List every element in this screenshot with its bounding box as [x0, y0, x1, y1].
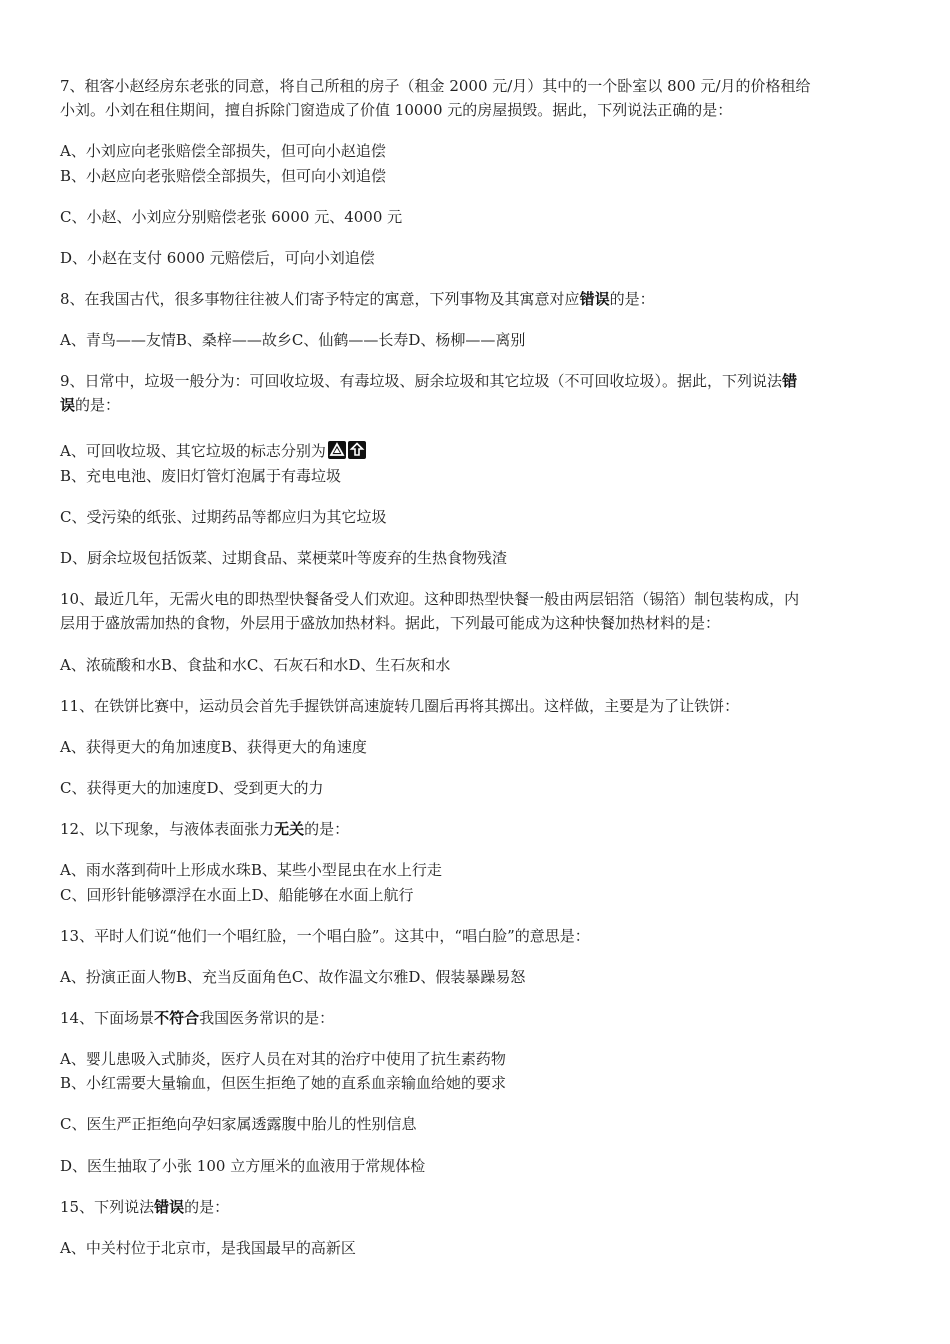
q8-option-c: C、仙鹤——长寿 — [291, 331, 409, 349]
q14-option-b: B、小红需要大量输血，但医生拒绝了她的直系血亲输血给她的要求 — [60, 1074, 507, 1092]
q9-option-c: C、受污染的纸张、过期药品等都应归为其它垃圾 — [60, 508, 387, 526]
q8-option-b: B、桑梓——故乡 — [175, 331, 292, 349]
q11-options-row1 — [60, 737, 367, 757]
q12-stem-post: 的是： — [304, 820, 350, 838]
q9-stem-line1-text: 9、日常中，垃圾一般分为：可回收垃圾、有毒垃圾、厨余垃圾和其它垃圾（不可回收垃圾）。据此，下列说法 — [60, 372, 783, 390]
q7-stem-line1: 7、租客小赵经房东老张的同意，将自己所租的房子（租金 2000 元/月）其中的一个卧室以 800 元/月的价格租给 — [60, 77, 811, 95]
q8-options — [60, 330, 525, 350]
q15-stem-bold: 错误 — [154, 1198, 185, 1216]
q7-stem-line2: 小刘。小刘在租住期间，擅自拆除门窗造成了价值 10000 元的房屋损毁。据此，下列说法正确的是： — [60, 101, 733, 119]
q15-stem-post: 的是： — [184, 1198, 230, 1216]
q14-option-a: A、婴儿患吸入式肺炎，医疗人员在对其的治疗中使用了抗生素药物 — [60, 1050, 506, 1068]
q8-option-a: A、青鸟——友情 — [60, 331, 176, 349]
q10-option-a: A、浓硫酸和水 — [60, 656, 161, 674]
q8-stem-bold: 错误 — [579, 290, 610, 308]
q7-option-d: D、小赵在支付 6000 元赔偿后，可向小刘追偿 — [60, 249, 375, 267]
q11-stem: 11、在铁饼比赛中，运动员会首先手握铁饼高速旋转几圈后再将其掷出。这样做，主要是为了让铁饼： — [60, 697, 740, 715]
q10-option-d: D、生石灰和水 — [348, 656, 451, 674]
q9-option-a: A、可回收垃圾、其它垃圾的标志分别为 — [60, 442, 326, 460]
q12-option-a: A、雨水落到荷叶上形成水珠 — [60, 861, 251, 879]
q10-option-c: C、石灰石和水 — [246, 656, 349, 674]
q9-stem-line1-bold: 错 — [782, 372, 798, 390]
q7-option-c: C、小赵、小刘应分别赔偿老张 6000 元、4000 元 — [60, 208, 403, 226]
q9-option-b: B、充电电池、废旧灯管灯泡属于有毒垃圾 — [60, 467, 342, 485]
q12-options-row2 — [60, 885, 414, 905]
q9-stem-line1 — [60, 371, 797, 391]
q7-option-b: B、小赵应向老张赔偿全部损失，但可向小刘追偿 — [60, 167, 387, 185]
q7-option-a: A、小刘应向老张赔偿全部损失，但可向小赵追偿 — [60, 142, 386, 160]
q8-stem-post: 的是： — [609, 290, 655, 308]
q14-option-d: D、医生抽取了小张 100 立方厘米的血液用于常规体检 — [60, 1157, 426, 1175]
q10-stem-line1: 10、最近几年，无需火电的即热型快餐备受人们欢迎。这种即热型快餐一般由两层铝箔（锡箔）制包装构成，内 — [60, 590, 800, 608]
q11-option-a: A、获得更大的角加速度 — [60, 738, 221, 756]
q11-option-b: B、获得更大的角速度 — [220, 738, 367, 756]
q15-stem — [60, 1197, 229, 1217]
recycle-triangle-icon — [328, 441, 346, 459]
q8-option-d: D、杨柳——离别 — [408, 331, 526, 349]
q8-stem — [60, 289, 655, 309]
q10-stem-line2: 层用于盛放需加热的食物，外层用于盛放加热材料。据此，下列最可能成为这种快餐加热材料的是： — [60, 614, 721, 632]
q12-option-c: C、回形针能够漂浮在水面上 — [60, 886, 252, 904]
q11-option-c: C、获得更大的加速度 — [60, 779, 207, 797]
q8-stem-pre: 8、在我国古代，很多事物往往被人们寄予特定的寓意，下列事物及其寓意对应 — [60, 290, 580, 308]
recycle-arrows-icon — [348, 441, 366, 459]
q14-stem — [60, 1008, 334, 1028]
q9-stem-line2-bold: 误 — [60, 396, 76, 414]
q12-stem — [60, 819, 349, 839]
q15-option-a: A、中关村位于北京市，是我国最早的高新区 — [60, 1239, 356, 1257]
q13-option-d: D、假装暴躁易怒 — [408, 968, 526, 986]
q13-option-b: B、充当反面角色 — [175, 968, 292, 986]
q14-option-c: C、医生严正拒绝向孕妇家属透露腹中胎儿的性别信息 — [60, 1115, 417, 1133]
q9-stem-line2-text: 的是： — [75, 396, 121, 414]
q12-option-d: D、船能够在水面上航行 — [251, 886, 414, 904]
q12-option-b: B、某些小型昆虫在水上行走 — [250, 861, 442, 879]
q9-option-d: D、厨余垃圾包括饭菜、过期食品、菜梗菜叶等废弃的生热食物残渣 — [60, 549, 508, 567]
q13-options — [60, 967, 525, 987]
q11-options-row2 — [60, 778, 324, 798]
q14-stem-pre: 14、下面场景 — [60, 1009, 155, 1027]
q12-stem-bold: 无关 — [274, 820, 305, 838]
q12-stem-pre: 12、以下现象，与液体表面张力 — [60, 820, 275, 838]
q13-option-c: C、故作温文尔雅 — [291, 968, 409, 986]
q13-stem: 13、平时人们说“他们一个唱红脸，一个唱白脸”。这其中，“唱白脸”的意思是： — [60, 927, 590, 945]
q13-option-a: A、扮演正面人物 — [60, 968, 176, 986]
q9-option-a-line — [60, 441, 366, 461]
q14-stem-post: 我国医务常识的是： — [199, 1009, 335, 1027]
q15-stem-pre: 15、下列说法 — [60, 1198, 155, 1216]
q14-stem-bold: 不符合 — [154, 1009, 200, 1027]
q10-option-b: B、食盐和水 — [160, 656, 247, 674]
q10-options — [60, 655, 450, 675]
q12-options-row1 — [60, 860, 442, 880]
q11-option-d: D、受到更大的力 — [206, 779, 324, 797]
q9-stem-line2 — [60, 395, 120, 415]
